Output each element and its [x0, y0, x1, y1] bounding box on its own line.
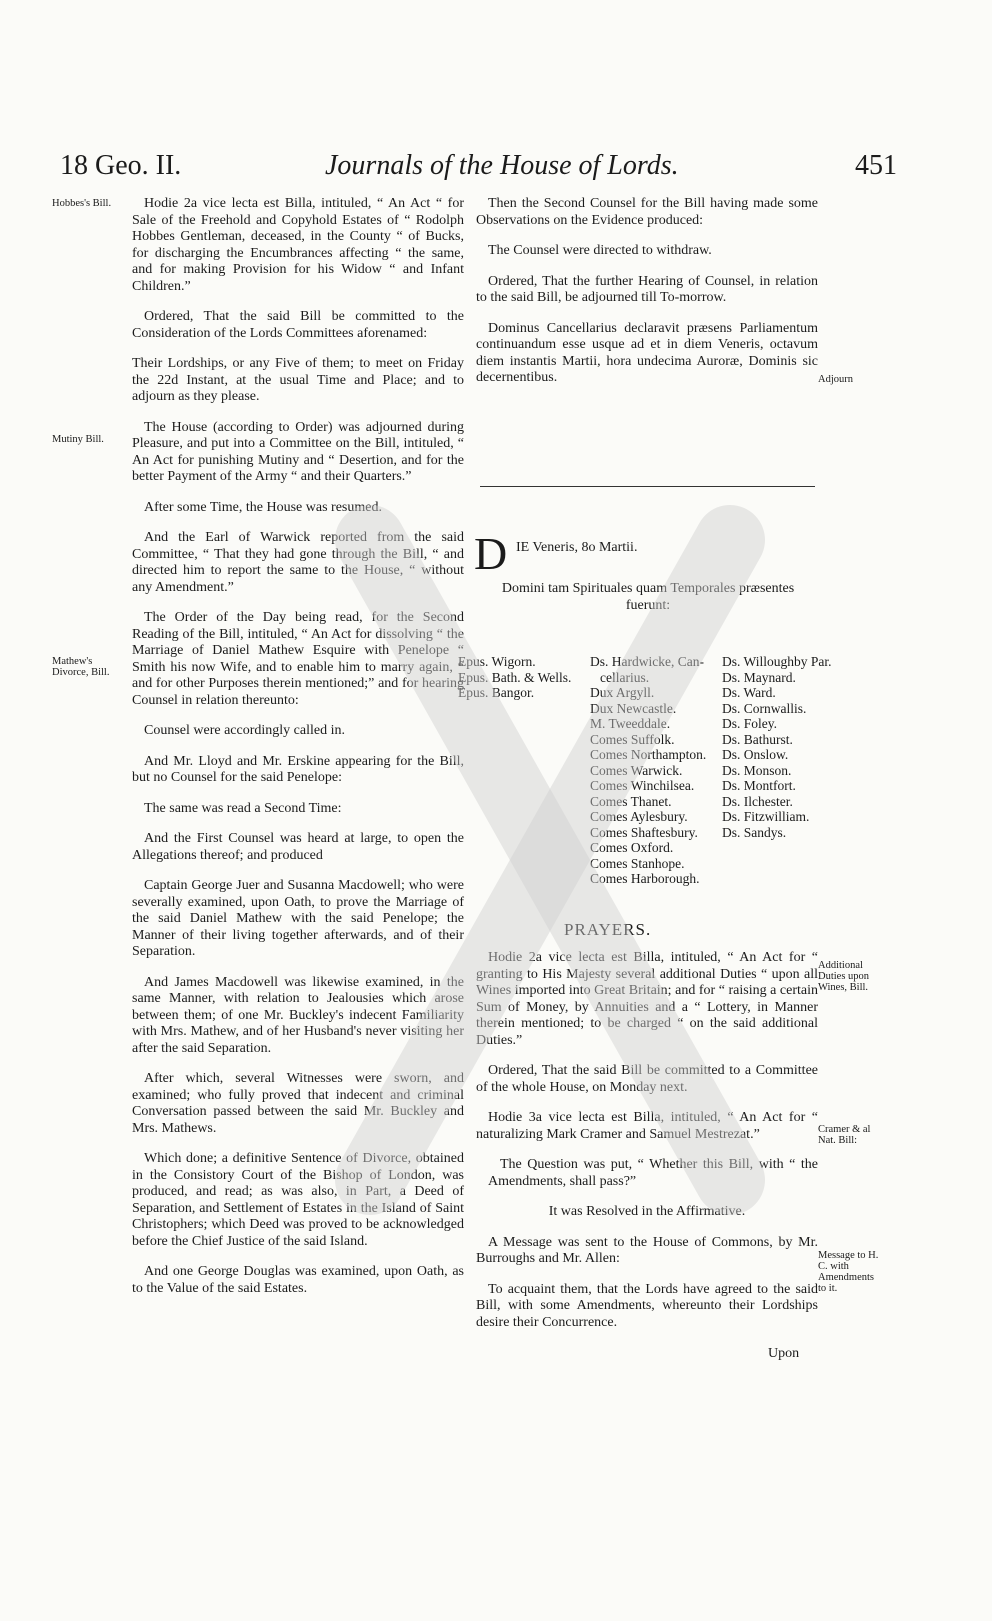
- paragraph: A Message was sent to the House of Commons, by Mr. Burroughs and Mr. Allen:: [476, 1234, 818, 1266]
- paragraph: And Mr. Lloyd and Mr. Erskine appearing for the Bill, but no Counsel for the said Penelope:: [132, 753, 464, 785]
- lord-entry: Comes Thanet.: [590, 793, 672, 809]
- lord-entry: Ds. Sandys.: [722, 824, 787, 840]
- paragraph: Which done; a definitive Sentence of Divorce, obtained in the Consistory Court of the Bishop of London, was produced, and read; as was also, in Part, a Deed of Separation, and Settlement of Estates in the Island of Saint Christophers; which Deed was proved to be acknowledged before the Chief Justice of the said Island.: [132, 1151, 464, 1249]
- paragraph: Hodie 3a vice lecta est Billa, intituled, “ An Act for “ naturalizing Mark Cramer and Samuel Mestrezat.”: [476, 1110, 818, 1142]
- margin-note-additional: Additional Duties upon Wines, Bill.: [818, 960, 870, 993]
- margin-note-adjourn: Adjourn: [818, 374, 853, 385]
- page-number: 451: [855, 150, 897, 181]
- right-column-top: [476, 196, 818, 401]
- lord-entry: Ds. Onslow.: [722, 747, 789, 762]
- lord-entry: Epus. Bath. & Wells.: [458, 669, 572, 685]
- day-heading: IE Veneris, 8o Martii.: [516, 540, 638, 555]
- lord-entry: Dux Newcastle.: [590, 700, 677, 716]
- paragraph: Their Lordships, or any Five of them; to meet on Friday the 22d Instant, at the usual Time and Place; and to adjourn as they please.: [132, 356, 464, 404]
- lord-entry: Dux Argyll.: [590, 685, 655, 700]
- lord-entry: Ds. Maynard.: [722, 669, 796, 685]
- paragraph: Dominus Cancellarius declaravit præsens Parliamentum continuandum esse usque ad et in diem Veneris, octavum diem instantis Martii, hora undecima Auroræ, Dominis sic decernentibus.: [476, 320, 818, 385]
- margin-note-hobbes: Hobbes's Bill.: [52, 198, 112, 209]
- margin-note-mutiny: Mutiny Bill.: [52, 434, 104, 445]
- paragraph: The Order of the Day being read, for the Second Reading of the Bill, intituled, “ An Act for dissolving “ the Marriage of Daniel Mathew Esquire with Penelope “ Smith his now Wife, and to enable him to marry again, “ and for other Purposes therein mentioned;” and for hearing Counsel in relation thereunto:: [132, 610, 464, 708]
- paragraph: Hodie 2a vice lecta est Billa, intituled, “ An Act for “ granting to His Majesty several additional Duties “ upon all Wines imported into Great Britain; and for “ raising a certain Sum of Money, by Annuities and a “ Lottery, in Manner therein mentioned; to be charged “ on the said additional Duties.”: [476, 950, 818, 1048]
- lord-entry: Ds. Ward.: [722, 685, 776, 700]
- lord-entry: Ds. Monson.: [722, 762, 792, 778]
- paragraph: Captain George Juer and Susanna Macdowell; who were severally examined, upon Oath, to prove the Marriage of the said Daniel Mathew with the said Penelope; the Manner of their living together afterwards, and of their Separation.: [132, 878, 464, 959]
- lords-list-middle: [590, 654, 706, 887]
- paragraph: And one George Douglas was examined, upon Oath, as to the Value of the said Estates.: [132, 1264, 464, 1296]
- paragraph: Ordered, That the further Hearing of Counsel, in relation to the said Bill, be adjourned till To-morrow.: [476, 273, 818, 305]
- paragraph: To acquaint them, that the Lords have agreed to the said Bill, with some Amendments, whereunto their Lordships desire their Concurrence.: [476, 1281, 818, 1330]
- paragraph: Ordered, That the said Bill be committed to the Consideration of the Lords Committees aforenamed:: [132, 309, 464, 341]
- lord-entry: Ds. Foley.: [722, 716, 778, 731]
- lord-entry: Comes Suffolk.: [590, 731, 675, 747]
- lord-entry: Epus. Wigorn.: [458, 654, 536, 669]
- paragraph: After some Time, the House was resumed.: [144, 499, 382, 515]
- lord-entry: Ds. Montfort.: [722, 778, 796, 793]
- lord-entry: Comes Oxford.: [590, 840, 674, 855]
- paragraph: After which, several Witnesses were sworn, and examined; who fully proved that indecent and criminal Conversation passed between the said Mr. Buckley and Mrs. Mathews.: [132, 1071, 464, 1136]
- paragraph: Counsel were accordingly called in.: [144, 723, 345, 738]
- lords-list-bishops: [458, 654, 571, 701]
- lord-entry: Comes Winchilsea.: [590, 778, 695, 793]
- lord-entry: Comes Stanhope.: [590, 855, 685, 871]
- section-divider: [480, 486, 815, 487]
- paragraph: And the First Counsel was heard at large, to open the Allegations thereof; and produced: [132, 831, 464, 863]
- margin-note-cramer: Cramer & al Nat. Bill:: [818, 1124, 871, 1146]
- paragraph: Then the Second Counsel for the Bill having made some Observations on the Evidence produced:: [476, 196, 818, 228]
- catchword: Upon: [768, 1346, 800, 1361]
- paragraph: The Counsel were directed to withdraw.: [488, 243, 712, 258]
- lord-entry: Comes Warwick.: [590, 762, 683, 778]
- margin-note-mathew: Mathew's Divorce, Bill.: [52, 656, 110, 678]
- drop-capital: D: [474, 528, 508, 579]
- paragraph: And James Macdowell was likewise examined, in the same Manner, with relation to Jealousies which arose between them; of one Mr. Buckley's indecent Familiarity with Mrs. Mathew, and of her Husband's never visiting her after the said Separation.: [132, 974, 464, 1056]
- lord-entry: Ds. Cornwallis.: [722, 700, 807, 716]
- lord-entry: cellarius.: [600, 669, 650, 685]
- left-column: [132, 196, 464, 1311]
- paragraph: The House (according to Order) was adjourned during Pleasure, and put into a Committee on the Bill, intituled, “ An Act for punishing Mutiny and “ Desertion, and for the better Payment of the Army “ and their Quarters.”: [132, 419, 464, 484]
- paragraph: The Question was put, “ Whether this Bill, with “ the Amendments, shall pass?”: [488, 1157, 818, 1189]
- lord-entry: Ds. Hardwicke, Can-: [590, 654, 704, 669]
- lord-entry: M. Tweeddale.: [590, 716, 671, 731]
- lord-entry: Comes Northampton.: [590, 747, 707, 762]
- paragraph: It was Resolved in the Affirmative.: [548, 1204, 746, 1219]
- paragraph: And the Earl of Warwick reported from the said Committee, “ That they had gone through the Bill, “ and directed him to report the same to the House, “ without any Amendment.”: [132, 530, 464, 595]
- attendance-intro: Domini tam Spirituales quam Temporales præsentes fuerunt:: [501, 581, 795, 613]
- prayers-heading: PRAYERS.: [564, 920, 652, 939]
- paragraph: Hodie 2a vice lecta est Billa, intituled, “ An Act “ for Sale of the Freehold and Copyhold Estates of “ Rodolph Hobbes Gentleman, deceased, in the County “ of Bucks, for discharging the Encumbrances affecting “ the same, and for making Provision for his Widow “ and Infant Children.”: [132, 196, 464, 294]
- paragraph: Ordered, That the said Bill be committed to a Committee of the whole House, on Monday next.: [476, 1063, 818, 1095]
- lord-entry: Epus. Bangor.: [458, 685, 535, 700]
- lord-entry: Comes Aylesbury.: [590, 809, 688, 824]
- lord-entry: Ds. Willoughby Par.: [722, 654, 832, 669]
- header-title: Journals of the House of Lords.: [325, 150, 679, 181]
- lord-entry: Ds. Ilchester.: [722, 793, 793, 809]
- lord-entry: Ds. Bathurst.: [722, 731, 793, 747]
- margin-note-message: Message to H. C. with Amendments to it.: [818, 1250, 879, 1294]
- right-column-bottom: [476, 950, 818, 1345]
- lord-entry: Comes Harborough.: [590, 871, 700, 886]
- lords-list-barons: [722, 654, 831, 840]
- header-session: 18 Geo. II.: [60, 150, 182, 181]
- paragraph: The same was read a Second Time:: [144, 800, 342, 816]
- lord-entry: Comes Shaftesbury.: [590, 824, 698, 840]
- lord-entry: Ds. Fitzwilliam.: [722, 809, 810, 824]
